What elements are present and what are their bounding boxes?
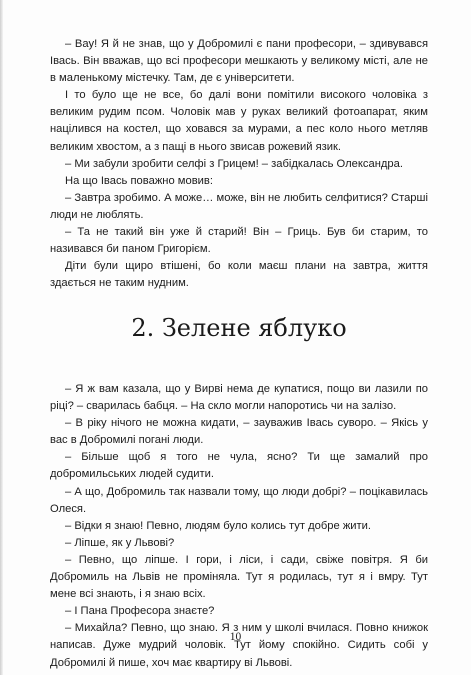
chapter-title: 2. Зелене яблуко <box>131 314 347 342</box>
page-number: 10 <box>229 631 242 643</box>
paragraph: – Ліпше, як у Львові? <box>65 536 175 549</box>
paragraph: – Михайла? Певно, що знаю. Я з ним у школі вчилася. Повно книжок написав. Дуже мудрий чоловік. Тут йому спокійно. Сидить собі у Добромилі й пише, хоч має квартиру ві Львові. <box>50 622 428 669</box>
paragraph: І то було ще не все, бо далі вони помітили високого чоловіка з великим рудим псом. Чоловік мав у руках великий фотоапарат, яким націлився на костел, що ховався за мурами, а пес колo нього метляв великим хвостом, а з пащі в нього звисав рожевий язик. <box>50 89 428 153</box>
section-two-text <box>50 381 428 672</box>
paragraph: – І Пана Професора знаєте? <box>65 605 215 618</box>
paragraph: – Відки я знаю! Певно, людям було колись тут добре жити. <box>65 519 372 532</box>
paragraph: – В ріку нічого не можна кидати, – зауважив Івась суворо. – Якісь у вас в Добромилі погані люди. <box>50 417 428 447</box>
paragraph: Діти були щиро втішені, бо коли маєш плани на завтра, життя здається не таким нудним. <box>50 260 428 290</box>
paragraph: – Певно, що ліпше. І гори, і ліси, і сади, свіже повітря. Я би Добромиль на Львів не проміняла. Тут я родилась, тут я і вмру. Тут мене всі знають, і я знаю всіх. <box>50 553 428 601</box>
paragraph: – Вау! Я й не знав, що у Добромилі є пани професори, – здивувався Івась. Він вважав, що всі професори мешкають у великому місті, але не в маленькому містечку. Там, де є університети. <box>50 38 428 85</box>
paragraph: – Я ж вам казала, що у Вирві нема де купатися, пощо ви лазили по ріці? – сварилась бабця. – На скло могли напоротись чи на залізо. <box>50 383 428 413</box>
paragraph: – Завтра зробимо. А може… може, він не любить селфитися? Старші люди не люблять. <box>50 191 428 221</box>
paragraph: – Більше щоб я того не чула, ясно? Ти ще замалий про добромильських людей судити. <box>50 451 428 481</box>
section-one-text <box>50 36 428 292</box>
paragraph: – Та не такий він уже й старий! Він – Гриць. Був би старим, то називався би паном Григорієм. <box>50 226 428 256</box>
paragraph: – Ми забули зробити селфі з Грицем! – забідкалась Олександра. <box>65 157 403 170</box>
paragraph: – А що, Добромиль так назвали тому, що люди добрі? – поцікавилась Олеся. <box>50 485 428 515</box>
paragraph: На що Івась поважно мовив: <box>65 174 213 187</box>
page-spine-shadow <box>0 0 3 675</box>
